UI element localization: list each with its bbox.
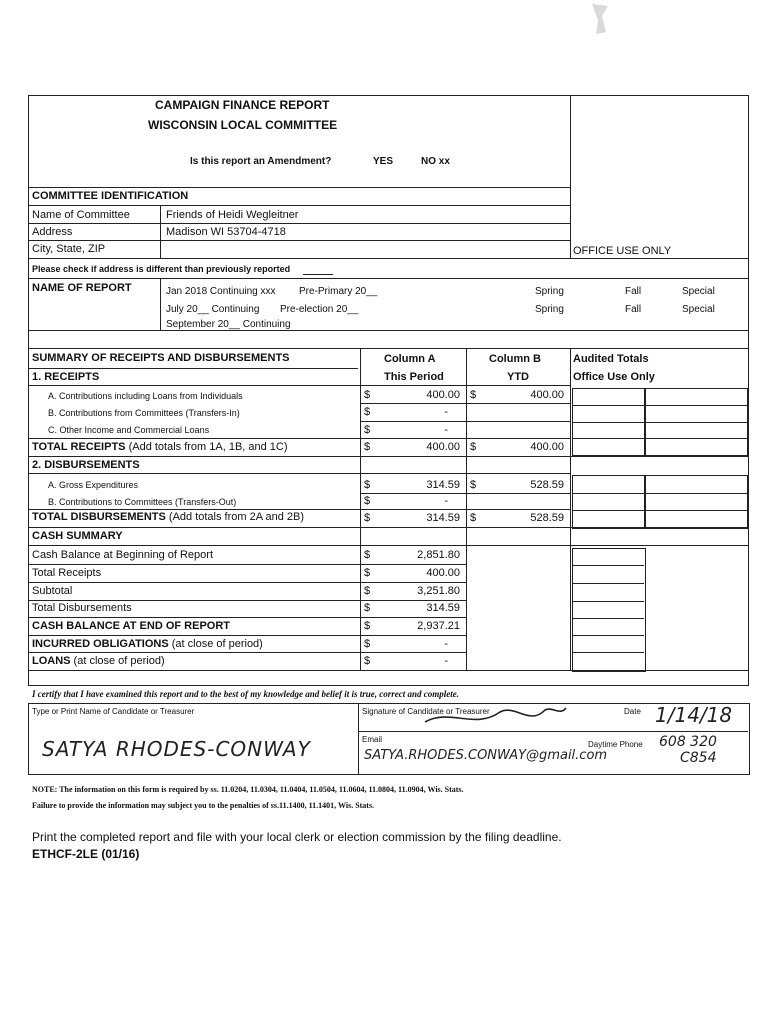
- form-id: ETHCF-2LE (01/16): [32, 847, 140, 861]
- phone-label: Daytime Phone: [588, 740, 643, 749]
- email-value: SATYA.RHODES.CONWAY@gmail.com: [364, 748, 608, 763]
- dollar: $: [364, 549, 371, 561]
- total-receipts-period: 400.00: [426, 441, 460, 453]
- dollar: $: [364, 441, 371, 453]
- type-name-label: Type or Print Name of Candidate or Treasurer: [32, 707, 195, 716]
- dollar: $: [364, 585, 371, 597]
- report-july: July 20__ Continuing: [166, 304, 260, 315]
- email-label: Email: [362, 735, 383, 744]
- rule: [28, 385, 571, 386]
- cash-beg-label: Cash Balance at Beginning of Report: [32, 549, 214, 561]
- report-special2: Special: [682, 304, 715, 315]
- audit-box: [572, 548, 646, 672]
- city-label: City, State, ZIP: [32, 243, 106, 255]
- office-use-label: OFFICE USE ONLY: [573, 245, 672, 257]
- certify-text: I certify that I have examined this report and to the best of my knowledge and belief it is true, correct and complete.: [32, 689, 459, 699]
- dollar: $: [364, 495, 371, 507]
- committee-name-label: Name of Committee: [32, 209, 130, 221]
- dollar: $: [364, 406, 371, 418]
- cash-heading: CASH SUMMARY: [32, 530, 123, 542]
- dollar: $: [364, 424, 371, 436]
- signature-scribble: [420, 700, 570, 732]
- receipts-a-ytd: 400.00: [530, 389, 564, 401]
- scan-smudge: [588, 2, 614, 36]
- incurred-value: -: [444, 638, 448, 650]
- form-title: CAMPAIGN FINANCE REPORT: [155, 98, 330, 112]
- disb-a-label: A. Gross Expenditures: [48, 480, 139, 490]
- address-change-note: Please check if address is different than previously reported: [32, 264, 291, 274]
- report-spring2: Spring: [535, 304, 564, 315]
- loans-label: LOANS (at close of period): [32, 655, 165, 667]
- report-preprimary: Pre-Primary 20__: [299, 286, 378, 297]
- dollar: $: [364, 567, 371, 579]
- report-preelection: Pre-election 20__: [280, 304, 359, 315]
- disb-b-label: B. Contributions to Committees (Transfers-Out): [48, 497, 237, 507]
- dollar: $: [364, 620, 371, 632]
- note-line-1: NOTE: The information on this form is required by ss. 11.0204, 11.0304, 11.0404, 11.0504, 11.0604, 11.0804, 11.0904, Wis. Stats.: [32, 785, 464, 794]
- disb-a-period: 314.59: [426, 479, 460, 491]
- rule: [28, 330, 749, 331]
- rule: [160, 205, 161, 258]
- cash-sub: 3,251.80: [417, 585, 460, 597]
- total-disb-ytd: 528.59: [530, 512, 564, 524]
- print-instruction: Print the completed report and file with your local clerk or election commission by the filing deadline.: [32, 830, 562, 844]
- report-fall2: Fall: [625, 304, 642, 315]
- cash-end: 2,937.21: [417, 620, 460, 632]
- col-b-heading: Column B: [489, 353, 541, 365]
- frame-top: [28, 95, 749, 96]
- cash-rec: 400.00: [426, 567, 460, 579]
- col-a-heading: Column A: [384, 353, 436, 365]
- rule: [28, 278, 749, 279]
- address-value: Madison WI 53704-4718: [166, 226, 286, 238]
- committee-heading: COMMITTEE IDENTIFICATION: [32, 190, 189, 202]
- dollar: $: [364, 655, 371, 667]
- committee-name-value: Friends of Heidi Wegleitner: [166, 209, 299, 221]
- date-label: Date: [624, 707, 641, 716]
- dollar: $: [470, 441, 477, 453]
- dollar: $: [470, 389, 477, 401]
- report-september: September 20__ Continuing: [166, 319, 291, 330]
- dollar: $: [364, 479, 371, 491]
- cash-dis: 314.59: [426, 602, 460, 614]
- incurred-label: INCURRED OBLIGATIONS (at close of period): [32, 638, 263, 650]
- total-disb-label: TOTAL DISBURSEMENTS (Add totals from 2A and 2B): [32, 511, 305, 523]
- cash-dis-label: Total Disbursements: [32, 602, 132, 614]
- amendment-question: Is this report an Amendment?: [190, 156, 332, 167]
- receipts-c-period: -: [444, 424, 448, 436]
- rule: [28, 348, 749, 349]
- dollar: $: [364, 512, 371, 524]
- rule: [28, 368, 358, 369]
- cash-sub-label: Subtotal: [32, 585, 73, 597]
- dollar: $: [364, 389, 371, 401]
- rule: [28, 223, 571, 224]
- phone-value-1: 608 320: [659, 734, 717, 750]
- report-spring1: Spring: [535, 286, 564, 297]
- col-a-sub: This Period: [384, 371, 444, 383]
- report-special1: Special: [682, 286, 715, 297]
- dollar: $: [364, 638, 371, 650]
- audit-heading: Audited Totals: [573, 353, 649, 365]
- type-name-value: SATYA RHODES-CONWAY: [42, 737, 311, 761]
- form-subtitle: WISCONSIN LOCAL COMMITTEE: [148, 118, 338, 132]
- report-fall1: Fall: [625, 286, 642, 297]
- audit-sub: Office Use Only: [573, 371, 655, 383]
- date-value: 1/14/18: [655, 703, 733, 727]
- report-label: NAME OF REPORT: [32, 282, 132, 294]
- receipts-b-period: -: [444, 406, 448, 418]
- receipts-a-label: A. Contributions including Loans from Individuals: [48, 391, 243, 401]
- amendment-yes: YES: [373, 156, 394, 167]
- total-receipts-ytd: 400.00: [530, 441, 564, 453]
- cash-end-label: CASH BALANCE AT END OF REPORT: [32, 620, 230, 632]
- receipts-c-label: C. Other Income and Commercial Loans: [48, 425, 210, 435]
- disb-b-period: -: [444, 495, 448, 507]
- cash-rec-label: Total Receipts: [32, 567, 102, 579]
- cash-beg: 2,851.80: [417, 549, 460, 561]
- loans-value: -: [444, 655, 448, 667]
- receipts-b-label: B. Contributions from Committees (Transfers-In): [48, 408, 240, 418]
- rule: [160, 278, 161, 330]
- amendment-no: NO xx: [421, 156, 450, 167]
- dollar: $: [364, 602, 371, 614]
- rule: [28, 205, 571, 206]
- report-jan: Jan 2018 Continuing xxx: [166, 286, 276, 297]
- dollar: $: [470, 479, 477, 491]
- office-col-line: [570, 95, 571, 258]
- disb-a-ytd: 528.59: [530, 479, 564, 491]
- audit-box: [572, 475, 646, 529]
- summary-heading: SUMMARY OF RECEIPTS AND DISBURSEMENTS: [32, 352, 290, 364]
- phone-value-2: C854: [680, 750, 717, 766]
- audit-box: [644, 475, 748, 529]
- rule: [28, 240, 571, 241]
- dollar: $: [470, 512, 477, 524]
- note-line-2: Failure to provide the information may subject you to the penalties of ss.11.1400, 11.1401, Wis. Stats.: [32, 801, 375, 810]
- col-b-sub: YTD: [507, 371, 529, 383]
- rule: [28, 187, 571, 188]
- rule: [28, 258, 749, 259]
- receipts-heading: 1. RECEIPTS: [32, 371, 100, 383]
- check-blank[interactable]: [303, 274, 333, 275]
- frame-right: [748, 95, 749, 686]
- disb-heading: 2. DISBURSEMENTS: [32, 459, 140, 471]
- total-disb-period: 314.59: [426, 512, 460, 524]
- total-receipts-label: TOTAL RECEIPTS (Add totals from 1A, 1B, and 1C): [32, 441, 288, 453]
- address-label: Address: [32, 226, 73, 238]
- receipts-a-period: 400.00: [426, 389, 460, 401]
- signature-label: Signature of Candidate or Treasurer: [362, 707, 490, 716]
- frame-left: [28, 95, 29, 686]
